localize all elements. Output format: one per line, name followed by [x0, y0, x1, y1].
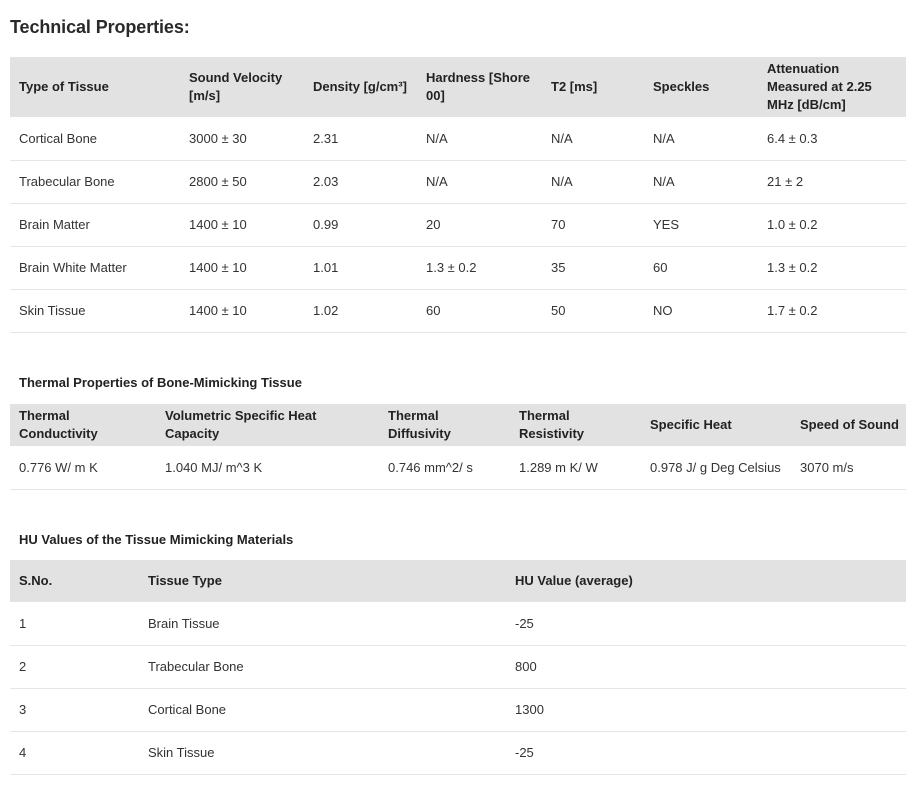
header-t2: T2 [ms]: [551, 79, 598, 94]
table-cell: N/A: [644, 117, 758, 160]
hu-section-title: HU Values of the Tissue Mimicking Materials: [19, 532, 294, 547]
table-cell: 2800 ± 50: [180, 160, 304, 203]
table-header-row: [10, 404, 906, 446]
header-speckles: Speckles: [653, 79, 710, 94]
table-row: [10, 117, 906, 160]
hu-values-table: [10, 560, 906, 775]
table-cell: N/A: [542, 160, 644, 203]
table-cell: YES: [644, 203, 758, 246]
header-tissue-type: Tissue Type: [148, 573, 222, 588]
table-cell: 60: [644, 246, 758, 289]
table-cell: Skin Tissue: [10, 289, 180, 332]
header-speed-of-sound: Speed of Sound: [800, 417, 899, 432]
table-cell: 2.03: [304, 160, 417, 203]
table-row: [10, 602, 906, 645]
table-row: [10, 160, 906, 203]
table-cell: 20: [417, 203, 542, 246]
table-cell: 1.0 ± 0.2: [758, 203, 906, 246]
table-cell: 70: [542, 203, 644, 246]
table-cell: 3: [10, 688, 139, 731]
table-cell: Brain Tissue: [139, 602, 506, 645]
table-cell: 2.31: [304, 117, 417, 160]
table-cell: 1.3 ± 0.2: [417, 246, 542, 289]
table-cell: Skin Tissue: [139, 731, 506, 774]
header-specific-heat: Specific Heat: [650, 417, 732, 432]
page-title: Technical Properties:: [10, 17, 190, 37]
table-cell: N/A: [417, 160, 542, 203]
table-cell: 1.3 ± 0.2: [758, 246, 906, 289]
header-volumetric-heat-capacity: Volumetric Specific Heat Capacity: [165, 408, 317, 441]
table-cell: NO: [644, 289, 758, 332]
header-attenuation: Attenuation Measured at 2.25 MHz [dB/cm]: [767, 61, 872, 112]
table-row: [10, 289, 906, 332]
thermal-section-title: Thermal Properties of Bone-Mimicking Tissue: [19, 375, 302, 390]
table-cell: Cortical Bone: [139, 688, 506, 731]
table-cell: 0.978 J/ g Deg Celsius: [641, 446, 791, 489]
table-cell: 1400 ± 10: [180, 203, 304, 246]
header-type-of-tissue: Type of Tissue: [19, 79, 109, 94]
table-row: [10, 731, 906, 774]
table-header-row: [10, 560, 906, 602]
table-cell: 35: [542, 246, 644, 289]
table-cell: 1: [10, 602, 139, 645]
header-hu-value: HU Value (average): [515, 573, 633, 588]
table-cell: 1.289 m K/ W: [510, 446, 641, 489]
table-header-row: [10, 57, 906, 117]
table-cell: N/A: [644, 160, 758, 203]
header-thermal-diffusivity: Thermal Diffusivity: [388, 408, 451, 441]
table-cell: 3070 m/s: [791, 446, 906, 489]
table-cell: 6.4 ± 0.3: [758, 117, 906, 160]
table-cell: 4: [10, 731, 139, 774]
table-row: [10, 203, 906, 246]
table-cell: 800: [506, 645, 906, 688]
table-cell: 21 ± 2: [758, 160, 906, 203]
technical-properties-table: [10, 57, 906, 333]
header-hardness: Hardness [Shore 00]: [426, 70, 531, 103]
table-cell: N/A: [542, 117, 644, 160]
table-cell: 1.01: [304, 246, 417, 289]
table-cell: -25: [506, 602, 906, 645]
table-cell: 1400 ± 10: [180, 246, 304, 289]
header-serial-number: S.No.: [19, 573, 53, 588]
table-cell: Brain White Matter: [10, 246, 180, 289]
table-row: [10, 446, 906, 489]
table-row: [10, 688, 906, 731]
header-density: Density [g/cm³]: [313, 79, 407, 94]
table-cell: 50: [542, 289, 644, 332]
header-thermal-conductivity: Thermal Conductivity: [19, 408, 98, 441]
table-cell: Cortical Bone: [10, 117, 180, 160]
table-cell: 1.7 ± 0.2: [758, 289, 906, 332]
table-cell: 1.040 MJ/ m^3 K: [156, 446, 379, 489]
table-cell: 1.02: [304, 289, 417, 332]
header-sound-velocity: Sound Velocity [m/s]: [189, 70, 283, 103]
table-cell: Trabecular Bone: [139, 645, 506, 688]
table-row: [10, 645, 906, 688]
table-cell: 3000 ± 30: [180, 117, 304, 160]
table-cell: -25: [506, 731, 906, 774]
thermal-properties-table: [10, 404, 906, 490]
table-cell: 0.746 mm^2/ s: [379, 446, 510, 489]
table-cell: 1300: [506, 688, 906, 731]
table-cell: 2: [10, 645, 139, 688]
table-cell: N/A: [417, 117, 542, 160]
table-cell: 0.99: [304, 203, 417, 246]
table-cell: Brain Matter: [10, 203, 180, 246]
table-cell: 60: [417, 289, 542, 332]
table-cell: Trabecular Bone: [10, 160, 180, 203]
header-thermal-resistivity: Thermal Resistivity: [519, 408, 585, 441]
table-cell: 1400 ± 10: [180, 289, 304, 332]
table-row: [10, 246, 906, 289]
table-cell: 0.776 W/ m K: [10, 446, 156, 489]
